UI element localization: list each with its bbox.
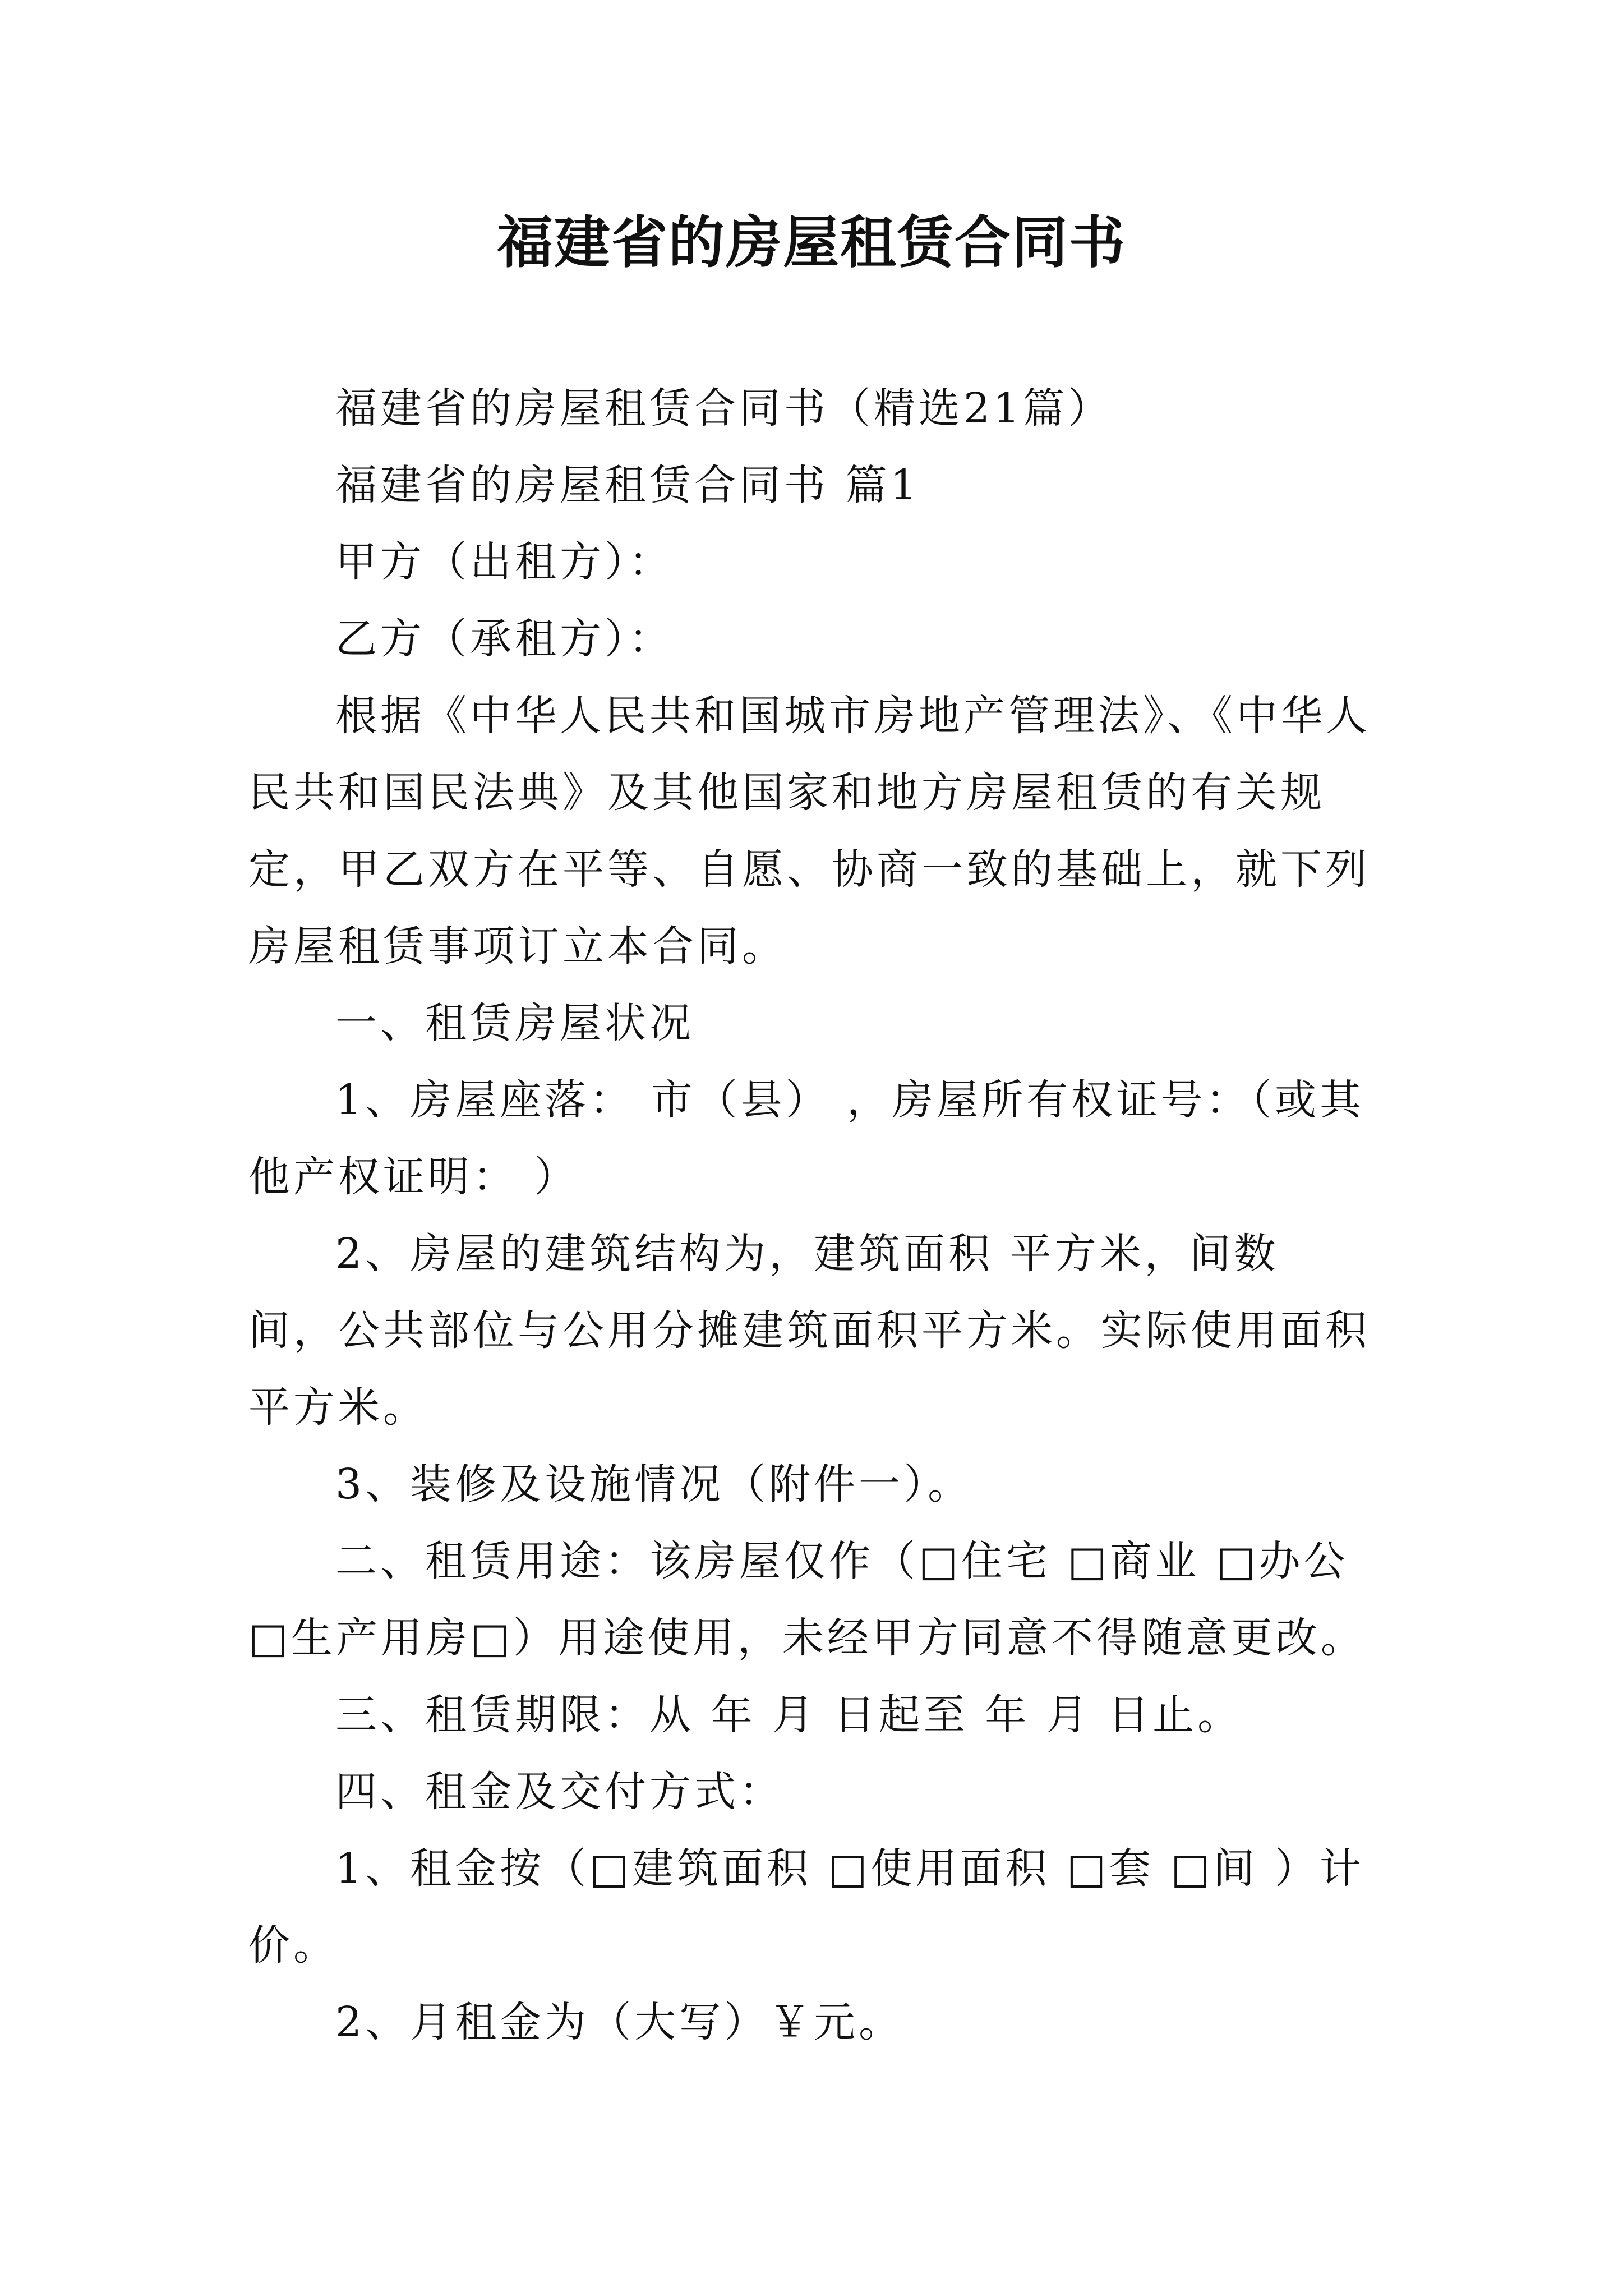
- paragraph-clause-1-1: 1、房屋座落： 市（县） ，房屋所有权证号：（或其他产权证明： ）: [248, 1076, 1365, 1201]
- paragraph-clause-1-2: 2、房屋的建筑结构为，建筑面积 平方米，间数 间，公共部位与公用分摊建筑面积平方米。实际使用面积 平方米。: [248, 1230, 1370, 1432]
- paragraph-article-heading: 福建省的房屋租赁合同书 篇1: [335, 461, 920, 509]
- paragraph-clause-1-3: 3、装修及设施情况（附件一）。: [335, 1460, 973, 1508]
- paragraph-clause-4-1: 1、租金按（□建筑面积 □使用面积 □套 □间 ）计价。: [248, 1844, 1364, 1970]
- paragraph-section-1-heading: 一、租赁房屋状况: [335, 999, 694, 1047]
- document-body: [248, 370, 1376, 2061]
- paragraph-party-a: 甲方（出租方）：: [335, 538, 674, 586]
- document-title: 福建省的房屋租赁合同书: [497, 209, 1126, 275]
- paragraph-party-b: 乙方（承租方）：: [335, 615, 674, 663]
- paragraph-section-4-heading: 四、租金及交付方式：: [335, 1768, 784, 1816]
- paragraph-subtitle: 福建省的房屋租赁合同书（精选21篇）: [335, 384, 1113, 432]
- paragraph-section-2: 二、租赁用途：该房屋仅作（□住宅 □商业 □办公 □生产用房□）用途使用，未经甲方同意不得随意更改。: [248, 1537, 1366, 1662]
- paragraph-preamble: 根据《中华人民共和国城市房地产管理法》、《中华人民共和国民法典》及其他国家和地方房屋租赁的有关规定，甲乙双方在平等、自愿、协商一致的基础上，就下列房屋租赁事项订立本合同。: [248, 692, 1371, 970]
- paragraph-section-3: 三、租赁期限：从 年 月 日起至 年 月 日止。: [335, 1691, 1243, 1739]
- paragraph-clause-4-2: 2、月租金为（大写）￥元。: [335, 1998, 904, 2046]
